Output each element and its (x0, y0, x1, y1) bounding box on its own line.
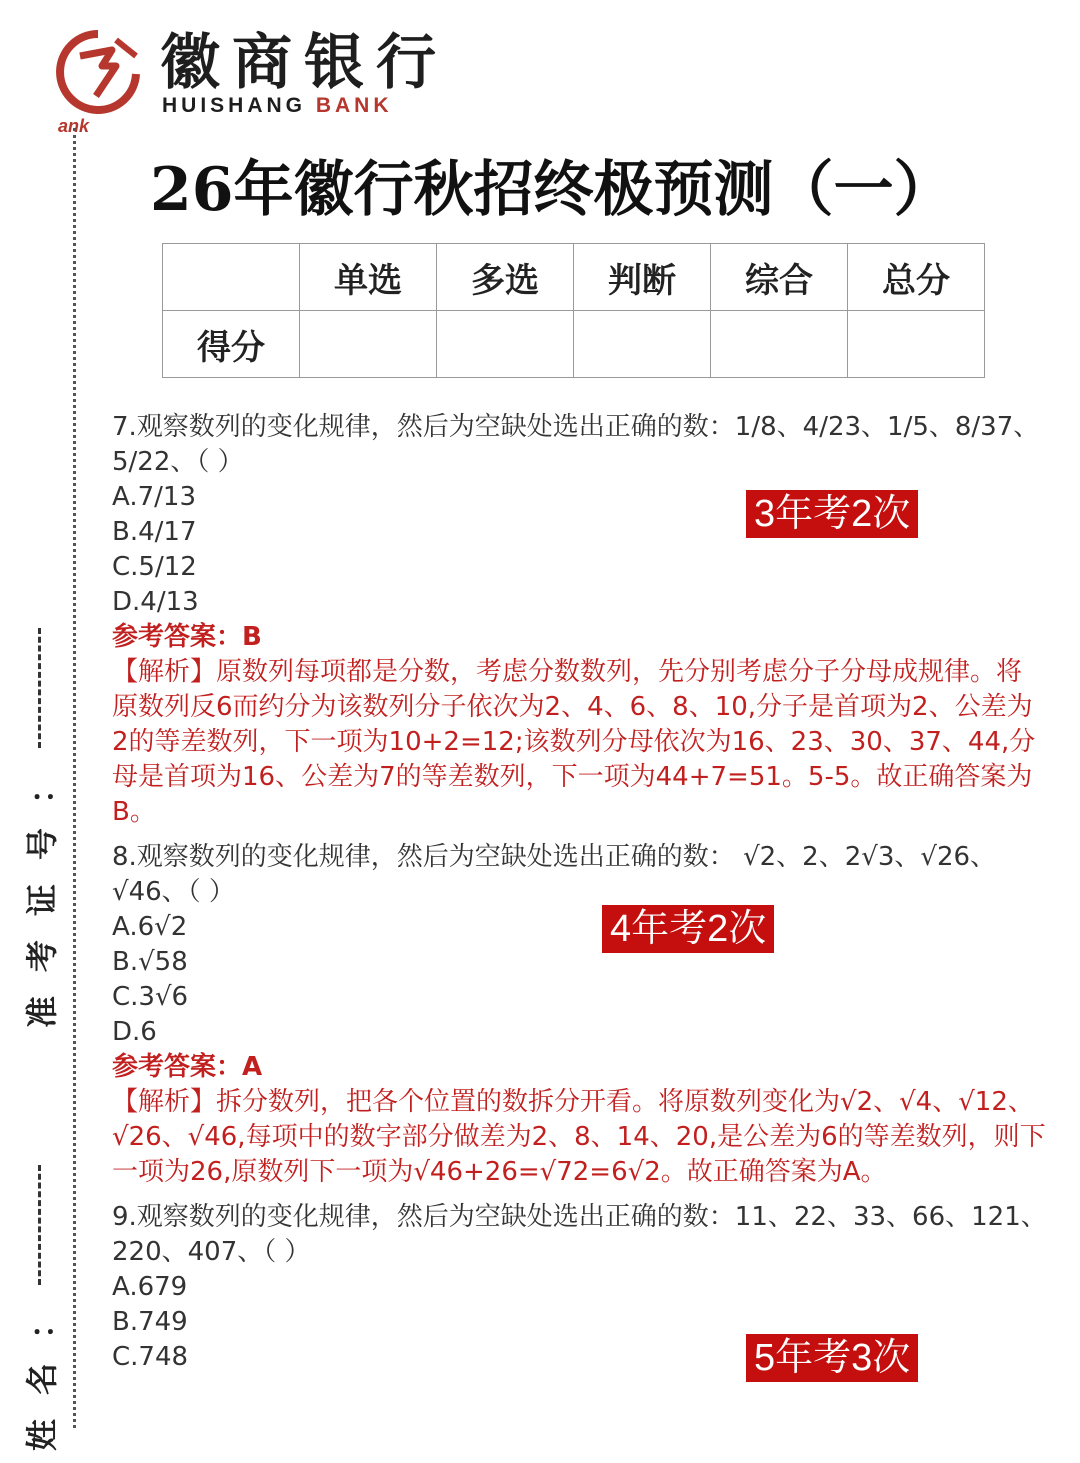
frequency-badge: 3年考2次 (746, 490, 918, 538)
frequency-badge: 5年考3次 (746, 1334, 918, 1382)
score-value-cell[interactable] (437, 311, 574, 378)
option-c: C.5/12 (112, 552, 197, 582)
exam-id-label: ： 号 证 考 准 (23, 772, 61, 1029)
score-row-label: 得分 (163, 311, 300, 378)
score-value-cell[interactable] (300, 311, 437, 378)
score-header-cell: 综合 (711, 244, 848, 311)
question-7 (112, 410, 1047, 830)
bank-logo (50, 26, 470, 136)
score-value-cell[interactable] (574, 311, 711, 378)
id-number-blank-line (38, 628, 41, 748)
logo-english-name (162, 94, 393, 118)
score-header-cell (163, 244, 300, 311)
question-stem: 9.观察数列的变化规律，然后为空缺处选出正确的数：11、22、33、66、121、220、407、（ ） (112, 1202, 1047, 1267)
logo-english-b: BANK (315, 94, 393, 117)
score-value-row (163, 311, 985, 378)
score-value-cell[interactable] (848, 311, 985, 378)
frequency-badge: 4年考2次 (602, 905, 774, 953)
score-header-cell: 总分 (848, 244, 985, 311)
score-header-cell: 单选 (300, 244, 437, 311)
logo-chinese-name: 徽商银行 (160, 28, 448, 98)
option-d: D.4/13 (112, 587, 199, 617)
logo-english-a: HUISHANG (162, 94, 316, 117)
score-header-row (163, 244, 985, 311)
option-a: A.6√2 (112, 912, 188, 942)
option-a: A.679 (112, 1272, 188, 1302)
question-stem: 7.观察数列的变化规律，然后为空缺处选出正确的数：1/8、4/23、1/5、8/37、5/22、（ ） (112, 412, 1040, 477)
logo-mark-text: ank (58, 116, 90, 136)
question-stem: 8.观察数列的变化规律，然后为空缺处选出正确的数： √2、2、2√3、√26、√46、（ ） (112, 842, 997, 907)
option-d: D.6 (112, 1017, 157, 1047)
score-header-cell: 多选 (437, 244, 574, 311)
option-c: C.748 (112, 1342, 189, 1372)
name-label: ： 名 姓 (23, 1307, 61, 1452)
bank-logo-icon (50, 26, 150, 116)
question-list (112, 410, 1047, 1385)
score-table (162, 243, 985, 378)
explanation: 【解析】原数列每项都是分数，考虑分数数列，先分别考虑分子分母成规律。将原数列反6而约分为该数列分子依次为2、4、6、8、10,分子是首项为2、公差为2的等差数列，下一项为10+2=12;该数列分母依次为16、23、30、37、44,分母是首项为16、公差为7的等差数列，下一项为44+7=51。5-5。故正确答案为B。 (112, 657, 1036, 827)
page-title: 26年徽行秋招终极预测（一） (150, 155, 954, 225)
option-b: B.√58 (112, 947, 188, 977)
option-b: B.749 (112, 1307, 188, 1337)
reference-answer: 参考答案：B (112, 622, 262, 652)
name-blank-line (38, 1165, 41, 1285)
binding-dotted-line (73, 128, 76, 1428)
option-a: A.7/13 (112, 482, 196, 512)
reference-answer: 参考答案：A (112, 1052, 263, 1082)
option-b: B.4/17 (112, 517, 197, 547)
explanation: 【解析】拆分数列，把各个位置的数拆分开看。将原数列变化为√2、√4、√12、√26、√46,每项中的数字部分做差为2、8、14、20,是公差为6的等差数列，则下一项为26,原数列下一项为√46+26=√72=6√2。故正确答案为A。 (112, 1087, 1046, 1187)
question-8 (112, 840, 1047, 1190)
score-value-cell[interactable] (711, 311, 848, 378)
score-header-cell: 判断 (574, 244, 711, 311)
option-c: C.3√6 (112, 982, 189, 1012)
